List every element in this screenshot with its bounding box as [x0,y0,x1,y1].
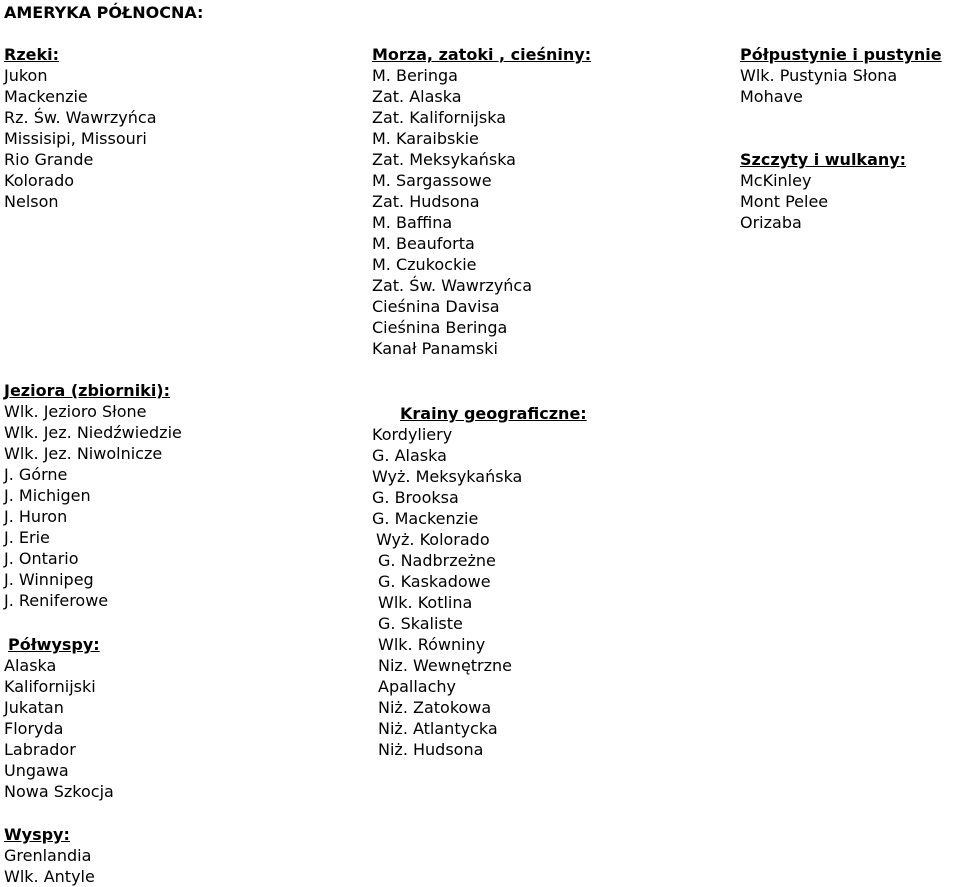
region-item: Wyż. Kolorado [376,530,490,549]
sea-item: Zat. Hudsona [372,192,480,211]
peak-item: Orizaba [740,213,802,232]
island-item: Wlk. Antyle [4,867,95,886]
peninsula-item: Jukatan [4,698,64,717]
lake-item: J. Górne [4,465,68,484]
sea-item: M. Karaibskie [372,129,479,148]
region-item: G. Brooksa [372,488,459,507]
river-item: Rz. Św. Wawrzyńca [4,108,157,127]
region-item: Wlk. Równiny [378,635,486,654]
peninsulas-list [4,655,114,802]
sea-item: M. Beringa [372,66,458,85]
lake-item: J. Michigen [4,486,91,505]
desert-item: Wlk. Pustynia Słona [740,66,898,85]
page-title: AMERYKA PÓŁNOCNA: [4,3,204,22]
lake-item: J. Winnipeg [4,570,94,589]
region-item: Niz. Wewnętrzne [378,656,513,675]
region-item: G. Kaskadowe [378,572,491,591]
sea-item: Cieśnina Beringa [372,318,508,337]
lake-item: J. Huron [4,507,68,526]
region-item: G. Nadbrzeżne [378,551,496,570]
region-item: Niż. Zatokowa [378,698,492,717]
region-item: G. Mackenzie [372,509,479,528]
peninsula-item: Alaska [4,656,57,675]
peninsula-item: Ungawa [4,761,69,780]
island-item: Grenlandia [4,846,92,865]
sea-item: Zat. Kalifornijska [372,108,506,127]
deserts-heading: Półpustynie i pustynie [740,45,942,64]
lake-item: Wlk. Jez. Niwolnicze [4,444,163,463]
peninsula-item: Labrador [4,740,76,759]
sea-item: Cieśnina Davisa [372,297,500,316]
lake-item: Wlk. Jezioro Słone [4,402,147,421]
peak-item: McKinley [740,171,812,190]
region-item: Kordyliery [372,425,453,444]
region-item: Apallachy [378,677,457,696]
river-item: Kolorado [4,171,75,190]
river-item: Missisipi, Missouri [4,129,147,148]
deserts-list [740,65,897,107]
lakes-list [4,401,182,611]
river-item: Nelson [4,192,59,211]
seas-list [372,65,532,359]
sea-item: M. Beauforta [372,234,475,253]
regions-list [372,424,522,760]
seas-heading: Morza, zatoki , cieśniny: [372,45,592,64]
islands-list [4,845,95,887]
peninsulas-heading: Półwyspy: [8,635,100,654]
islands-heading: Wyspy: [4,825,70,844]
region-item: Wyż. Meksykańska [372,467,523,486]
sea-item: M. Baffina [372,213,453,232]
sea-item: Zat. Alaska [372,87,462,106]
river-item: Rio Grande [4,150,94,169]
sea-item: M. Czukockie [372,255,477,274]
rivers-list [4,65,157,212]
region-item: Niż. Atlantycka [378,719,498,738]
sea-item: Zat. Św. Wawrzyńca [372,276,533,295]
river-item: Jukon [4,66,48,85]
sea-item: M. Sargassowe [372,171,492,190]
peaks-heading: Szczyty i wulkany: [740,150,907,169]
region-item: G. Skaliste [378,614,463,633]
lake-item: J. Erie [4,528,50,547]
lake-item: J. Ontario [4,549,79,568]
desert-item: Mohave [740,87,803,106]
peninsula-item: Floryda [4,719,64,738]
region-item: Niż. Hudsona [378,740,484,759]
sea-item: Zat. Meksykańska [372,150,516,169]
lake-item: Wlk. Jez. Niedźwiedzie [4,423,182,442]
sea-item: Kanał Panamski [372,339,498,358]
lake-item: J. Reniferowe [4,591,109,610]
regions-heading: Krainy geograficzne: [400,404,587,423]
peak-item: Mont Pelee [740,192,829,211]
lakes-heading: Jeziora (zbiorniki): [4,381,171,400]
peninsula-item: Kalifornijski [4,677,96,696]
peaks-list [740,170,828,233]
rivers-heading: Rzeki: [4,45,60,64]
region-item: G. Alaska [372,446,447,465]
peninsula-item: Nowa Szkocja [4,782,114,801]
region-item: Wlk. Kotlina [378,593,473,612]
river-item: Mackenzie [4,87,88,106]
